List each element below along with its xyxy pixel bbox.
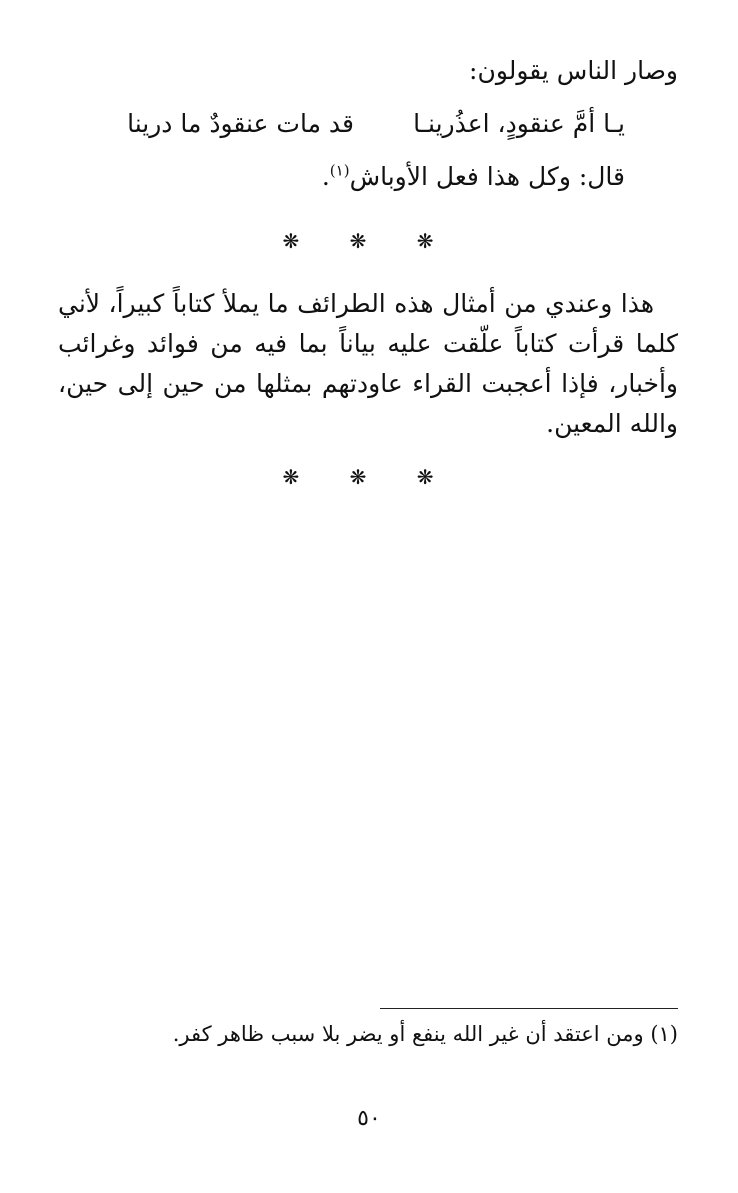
verse-second-hemistich: قد مات عنقودٌ ما درينا — [127, 109, 354, 138]
footnote-reference: (١) — [329, 161, 350, 180]
said-line — [321, 161, 625, 191]
said-line-end: . — [321, 162, 330, 191]
body-paragraph — [58, 284, 678, 444]
section-separator: ❋ ❋ ❋ — [282, 229, 456, 253]
footnote-divider — [380, 1008, 678, 1009]
said-line-text: قال: وكل هذا فعل الأوباش — [349, 162, 625, 191]
section-separator: ❋ ❋ ❋ — [282, 465, 456, 489]
verse-first-hemistich: يـا أمَّ عنقودٍ، اعذُرينـا — [413, 109, 625, 138]
page-number: ٥٠ — [357, 1106, 381, 1131]
body-paragraph-text: هذا وعندي من أمثال هذه الطرائف ما يملأ كتاباً كبيراً، لأني كلما قرأت كتاباً علّقت عليه بياناً بما فيه من فوائد وغرائب وأخبار، فإذا أعجبت القراء عاودتهم بمثلها من حين إلى حين، والله المعين. — [58, 289, 678, 438]
intro-line: وصار الناس يقولون: — [469, 56, 678, 85]
footnote: (١) ومن اعتقد أن غير الله ينفع أو يضر بلا سبب ظاهر كفر. — [172, 1022, 678, 1046]
